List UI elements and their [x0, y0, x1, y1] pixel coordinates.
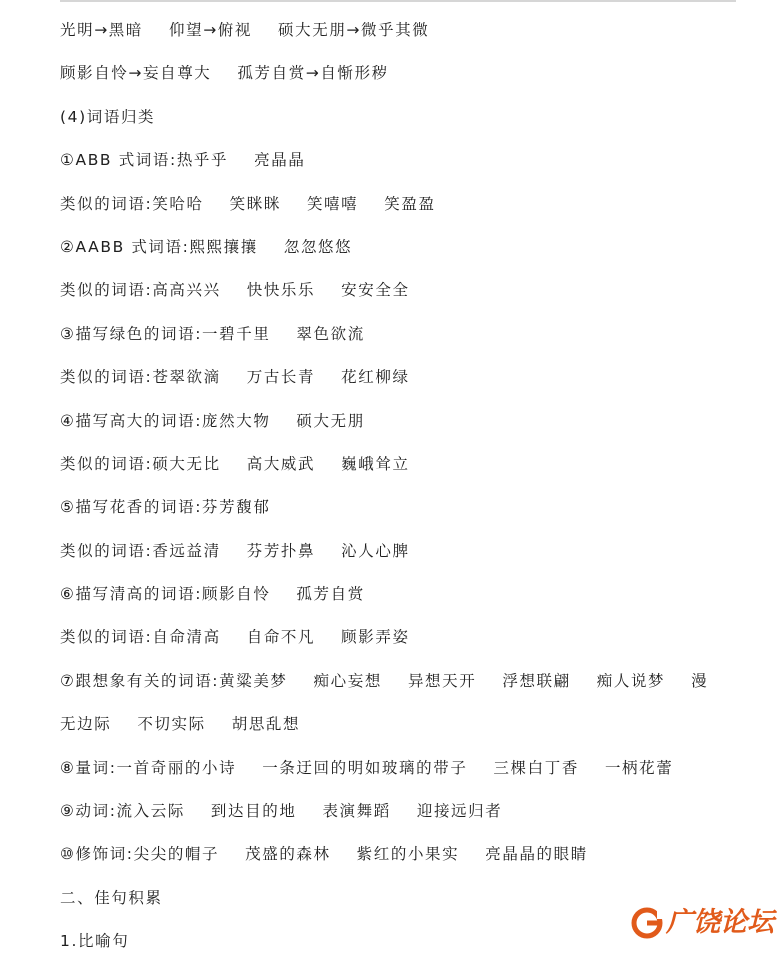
- text-line-19: [60, 796, 770, 839]
- watermark-text: 广饶论坛: [666, 907, 774, 938]
- text-segment: 亮晶晶: [254, 151, 306, 170]
- document-body: [60, 15, 770, 970]
- text-segment: ⑥描写清高的词语:顾影自怜: [60, 585, 271, 604]
- text-segment: 胡思乱想: [231, 715, 301, 734]
- text-segment: 高大威武: [246, 454, 316, 473]
- text-line-10: [60, 406, 770, 449]
- text-segment: 笑盈盈: [384, 194, 436, 213]
- text-segment: ⑨动词:流入云际: [60, 802, 185, 821]
- text-segment: 浮想联翩: [502, 671, 571, 690]
- text-line-12: [60, 492, 770, 535]
- text-line-15: [60, 622, 770, 665]
- text-line-2: [60, 58, 770, 101]
- text-segment: 亮晶晶的眼睛: [485, 845, 588, 864]
- text-segment: 迎接远归者: [416, 802, 503, 821]
- top-divider: [60, 0, 736, 2]
- text-segment: 顾影自怜→妄自尊大: [60, 64, 212, 83]
- text-segment: ⑤描写花香的词语:芬芳馥郁: [60, 498, 271, 517]
- text-segment: 巍峨耸立: [341, 454, 410, 473]
- text-segment: 花红柳绿: [341, 368, 410, 387]
- text-segment: 紫红的小果实: [356, 845, 460, 864]
- text-line-16: [60, 666, 770, 709]
- text-segment: 痴人说梦: [596, 671, 666, 690]
- text-segment: 表演舞蹈: [322, 802, 391, 821]
- text-line-7: [60, 275, 770, 318]
- text-segment: 一柄花蕾: [604, 758, 674, 777]
- text-line-1: [60, 15, 770, 58]
- text-segment: 到达目的地: [210, 802, 297, 821]
- text-segment: ①ABB 式词语:热乎乎: [60, 151, 229, 170]
- text-segment: 笑眯眯: [229, 194, 281, 213]
- text-segment: ⑦跟想象有关的词语:黄粱美梦: [60, 671, 288, 690]
- text-segment: 类似的词语:硕大无比: [60, 454, 221, 473]
- text-segment: 不切实际: [137, 715, 206, 734]
- text-segment: 类似的词语:自命清高: [60, 628, 221, 647]
- text-segment: 二、佳句积累: [60, 888, 163, 907]
- text-segment: ②AABB 式词语:熙熙攘攘: [60, 237, 258, 256]
- text-line-9: [60, 362, 770, 405]
- section-heading-word-classification: [60, 102, 770, 145]
- text-segment: ⑩修饰词:尖尖的帽子: [60, 845, 220, 864]
- text-segment: 硕大无朋: [296, 411, 365, 430]
- text-segment: 沁人心脾: [341, 541, 410, 560]
- text-line-17: [60, 709, 770, 752]
- text-line-6: [60, 232, 770, 275]
- text-line-8: [60, 319, 770, 362]
- text-segment: 异想天开: [407, 671, 477, 690]
- text-segment: ③描写绿色的词语:一碧千里: [60, 324, 271, 343]
- text-segment: 自命不凡: [246, 628, 316, 647]
- text-segment: 类似的词语:笑哈哈: [60, 194, 204, 213]
- text-segment: 光明→黑暗: [60, 21, 143, 39]
- text-segment: 快快乐乐: [246, 281, 316, 300]
- text-segment: 笑嘻嘻: [306, 194, 359, 213]
- text-line-14: [60, 579, 770, 622]
- text-segment: 孤芳自赏: [296, 585, 365, 604]
- text-segment: 安安全全: [341, 281, 410, 300]
- text-segment: 顾影弄姿: [341, 628, 410, 647]
- text-segment: 类似的词语:香远益清: [60, 541, 221, 560]
- text-line-18: [60, 753, 770, 796]
- forum-logo-icon: [630, 906, 664, 940]
- text-segment: ④描写高大的词语:庞然大物: [60, 411, 271, 430]
- text-line-5: [60, 189, 770, 232]
- text-line-20: [60, 839, 770, 882]
- text-segment: 芬芳扑鼻: [246, 541, 316, 560]
- text-segment: 忽忽悠悠: [283, 237, 353, 256]
- text-segment: 类似的词语:高高兴兴: [60, 281, 221, 300]
- text-segment: 1.比喻句: [60, 932, 130, 951]
- text-line-13: [60, 536, 770, 579]
- text-segment: 三棵白丁香: [493, 758, 579, 777]
- text-segment: 漫: [691, 671, 709, 690]
- text-segment: 硕大无朋→微乎其微: [278, 21, 430, 39]
- text-segment: 一条迂回的明如玻璃的带子: [262, 758, 468, 777]
- text-segment: 翠色欲流: [296, 324, 365, 343]
- text-segment: 仰望→俯视: [169, 21, 252, 39]
- forum-watermark: [630, 903, 774, 943]
- text-segment: 痴心妄想: [313, 671, 382, 690]
- text-segment: (4)词语归类: [60, 107, 156, 126]
- text-segment: 茂盛的森林: [245, 845, 331, 864]
- text-line-11: [60, 449, 770, 492]
- text-segment: 万古长青: [246, 368, 316, 387]
- text-segment: ⑧量词:一首奇丽的小诗: [60, 758, 237, 777]
- text-segment: 孤芳自赏→自惭形秽: [237, 64, 389, 83]
- text-segment: 无边际: [60, 715, 112, 734]
- text-line-4: [60, 145, 770, 188]
- text-segment: 类似的词语:苍翠欲滴: [60, 368, 221, 387]
